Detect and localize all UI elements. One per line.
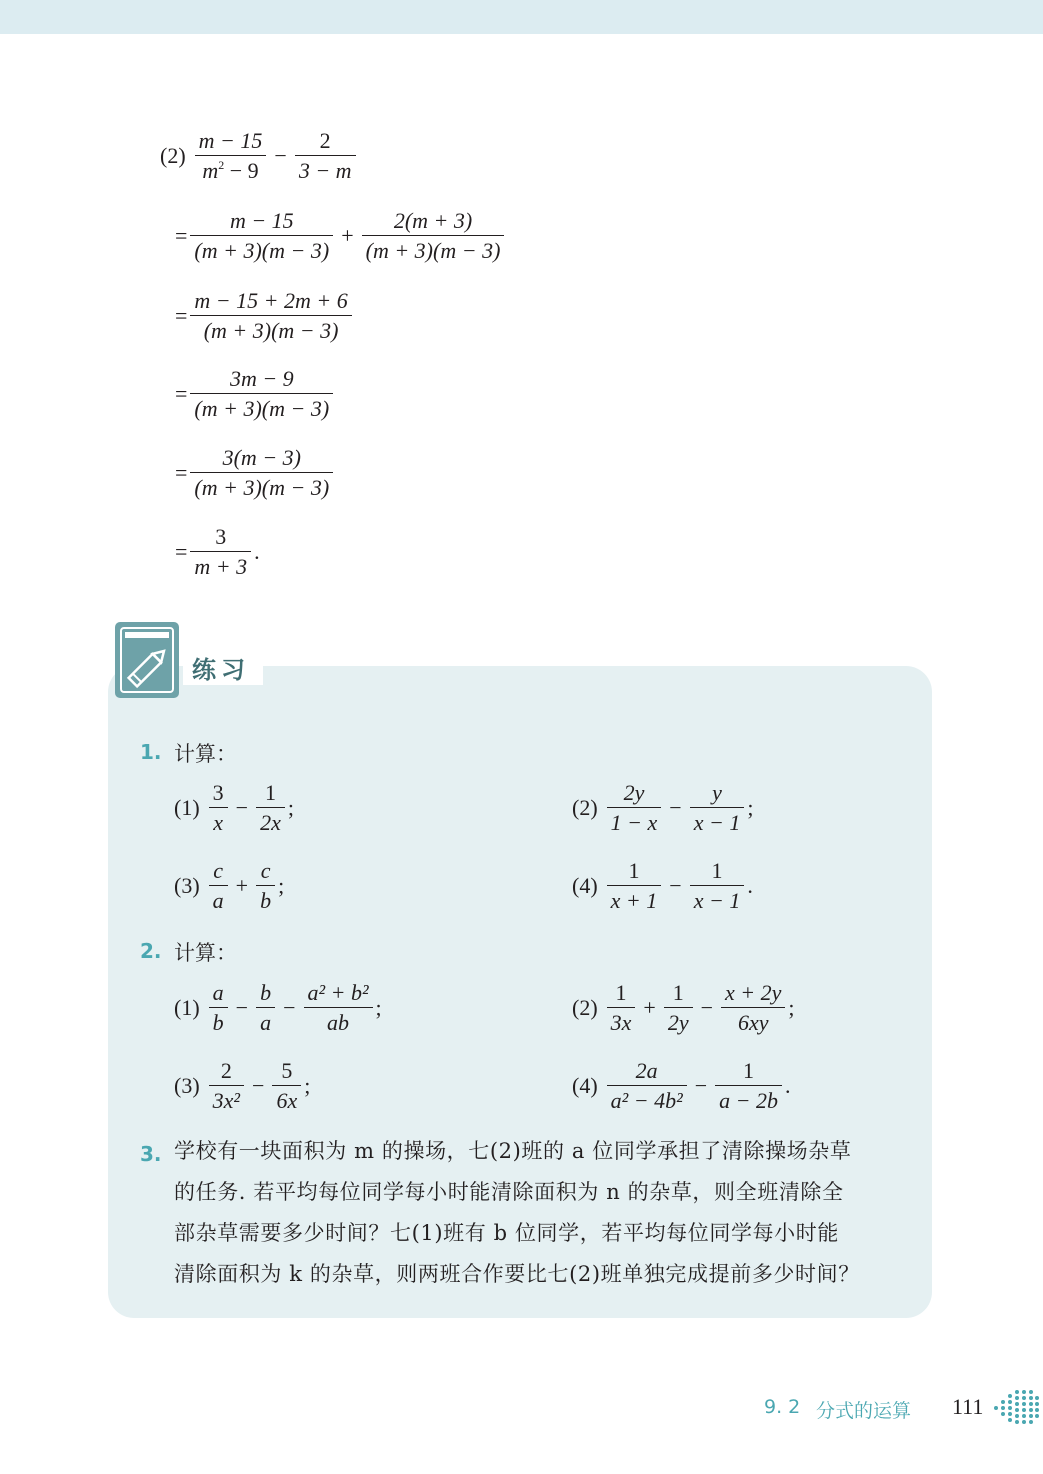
fraction: $\frac{c}{a}$	[209, 860, 228, 912]
q2-item-3: (3) $\frac{2}{\text{3x²}}$ − $\frac{5}{6x}$ ;	[174, 1058, 311, 1113]
example-step-1: = $\frac{m - 15}{(m + 3)(m - 3)}$ + $\frac{2(m + 3)}{(m + 3)(m - 3)}$	[175, 210, 507, 262]
fraction: $\frac{3(m - 3)}{(m + 3)(m - 3)}$	[190, 447, 333, 499]
pencil-notebook-icon	[113, 620, 181, 700]
example-step-2: = $\frac{m - 15 + 2m + 6}{(m + 3)(m - 3)}$	[175, 290, 355, 342]
q2-number: 2.	[140, 939, 162, 963]
fraction: $\frac{\text{a² + b²}}{ab}$	[304, 982, 373, 1034]
fraction: $\frac{5}{6x}$	[272, 1060, 301, 1112]
footer-section-title: 分式的运算	[816, 1400, 912, 1422]
example-step-5: = $\frac{3}{m + 3}$ .	[175, 524, 260, 579]
fraction: $\frac{m - 15}{(m + 3)(m - 3)}$	[190, 210, 333, 262]
fraction: $\frac{3}{x}$	[209, 782, 228, 834]
fraction: $\frac{m - 15}{m^2 - 9}$	[195, 130, 267, 182]
page-number: 111	[952, 1394, 984, 1419]
q2-item-2: (2) $\frac{1}{3x}$ + $\frac{1}{2y}$ − $\frac{x + 2y}{6xy}$ ;	[572, 980, 795, 1035]
practice-title: 练习	[192, 656, 250, 684]
footer-section-number: 9. 2	[764, 1396, 801, 1418]
q2-text: 计算：	[174, 941, 237, 965]
fraction: $\frac{a}{b}$	[209, 982, 228, 1034]
fraction: $\frac{3}{m + 3}$	[190, 526, 251, 578]
fraction: $\frac{2}{3 - m}$	[295, 130, 356, 182]
top-band	[0, 0, 1043, 34]
example-step-4: = $\frac{3(m - 3)}{(m + 3)(m - 3)}$	[175, 447, 336, 499]
fraction: $\frac{1}{2x}$	[256, 782, 285, 834]
example-expression: (2) $\frac{m - 15}{m^2 - 9}$ − $\frac{2}{3 - m}$	[160, 130, 359, 182]
fraction: $\frac{2}{\text{3x²}}$	[209, 1060, 244, 1112]
q3-line: 部杂草需要多少时间？七(1)班有 b 位同学，若平均每位同学每小时能	[174, 1221, 839, 1245]
q1-item-1: (1) $\frac{3}{x}$ − $\frac{1}{2x}$ ;	[174, 780, 294, 835]
fraction: $\frac{1}{2y}$	[664, 982, 693, 1034]
fraction: $\frac{2a}{\text{a² − 4b²}}$	[607, 1060, 687, 1112]
q3-line: 的任务. 若平均每位同学每小时能清除面积为 n 的杂草，则全班清除全	[174, 1180, 844, 1204]
q1-text: 计算：	[174, 742, 237, 766]
q1-item-2: (2) $\frac{2y}{1 - x}$ − $\frac{y}{x - 1}$ ;	[572, 780, 754, 835]
q1-item-3: (3) $\frac{c}{a}$ + $\frac{c}{b}$ ;	[174, 858, 285, 913]
fraction: $\frac{m - 15 + 2m + 6}{(m + 3)(m - 3)}$	[190, 290, 351, 342]
fraction: $\frac{2y}{1 - x}$	[607, 782, 662, 834]
q3-line: 学校有一块面积为 m 的操场，七(2)班的 a 位同学承担了清除操场杂草	[174, 1139, 852, 1163]
fraction: $\frac{c}{b}$	[256, 860, 275, 912]
q1-number: 1.	[140, 740, 162, 764]
q3-number: 3.	[140, 1142, 162, 1166]
example-step-3: = $\frac{3m - 9}{(m + 3)(m - 3)}$	[175, 368, 336, 420]
fraction: $\frac{3m - 9}{(m + 3)(m - 3)}$	[190, 368, 333, 420]
fraction: $\frac{1}{a - 2b}$	[715, 1060, 782, 1112]
q1-item-4: (4) $\frac{1}{x + 1}$ − $\frac{1}{x - 1}$ .	[572, 858, 753, 913]
q2-item-1: (1) $\frac{a}{b}$ − $\frac{b}{a}$ − $\frac{\text{a² + b²}}{ab}$ ;	[174, 980, 382, 1035]
q2-item-4: (4) $\frac{2a}{\text{a² − 4b²}}$ − $\frac{1}{a - 2b}$ .	[572, 1058, 791, 1113]
example-label: (2)	[160, 143, 186, 168]
q3-paragraph	[174, 1131, 904, 1295]
fraction: $\frac{1}{x - 1}$	[690, 860, 745, 912]
fraction: $\frac{x + 2y}{6xy}$	[721, 982, 785, 1034]
fraction: $\frac{2(m + 3)}{(m + 3)(m - 3)}$	[362, 210, 505, 262]
fraction: $\frac{1}{3x}$	[607, 982, 636, 1034]
fraction: $\frac{1}{x + 1}$	[607, 860, 662, 912]
fraction: $\frac{b}{a}$	[256, 982, 275, 1034]
q3-line: 清除面积为 k 的杂草，则两班合作要比七(2)班单独完成提前多少时间？	[174, 1262, 860, 1286]
fraction: $\frac{y}{x - 1}$	[690, 782, 745, 834]
dot-pattern-icon	[992, 1388, 1040, 1428]
